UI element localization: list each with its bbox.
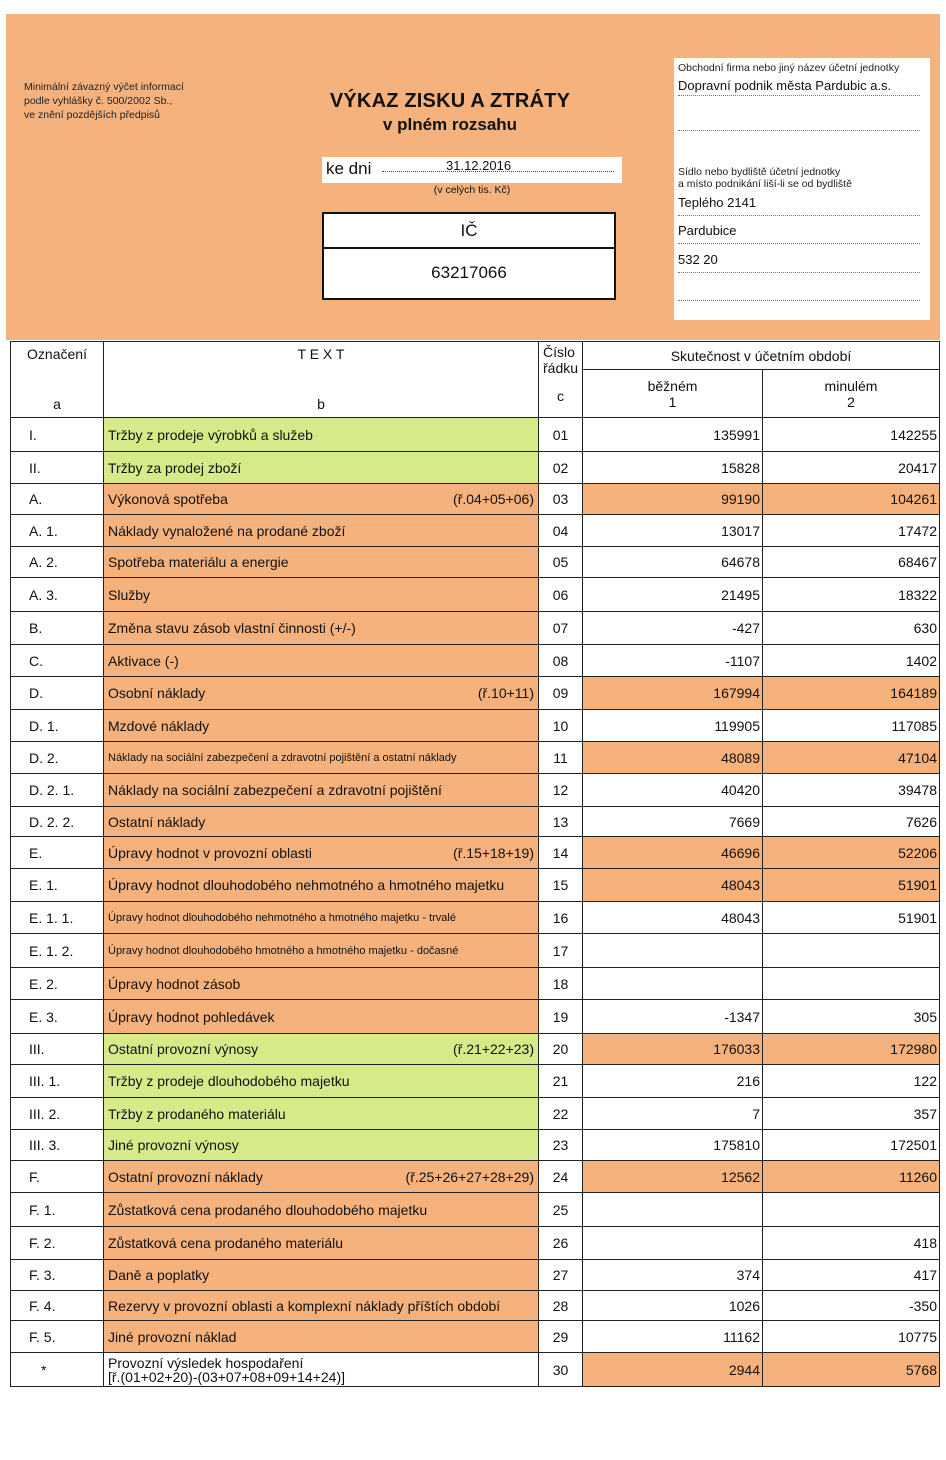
- row-code: C.: [11, 645, 104, 677]
- header-col-1: 1: [668, 393, 677, 410]
- row-number: 10: [539, 710, 583, 742]
- previous-period-value: 117085: [763, 710, 940, 742]
- current-period-value: -1107: [583, 645, 763, 677]
- previous-period-value: 47104: [763, 742, 940, 774]
- row-text: Aktivace (-): [108, 652, 179, 669]
- row-code: A. 3.: [11, 578, 104, 612]
- date-value: 31.12.2016: [446, 158, 512, 173]
- row-code: E. 3.: [11, 1000, 104, 1034]
- table-row: [11, 1260, 940, 1291]
- row-number: 24: [539, 1161, 583, 1193]
- current-period-value: 374: [583, 1260, 763, 1291]
- current-period-value: 12562: [583, 1161, 763, 1193]
- previous-period-value: 51901: [763, 902, 940, 934]
- row-number: 03: [539, 484, 583, 515]
- row-number: 13: [539, 807, 583, 837]
- current-period-value: -427: [583, 612, 763, 645]
- header-text: [104, 342, 539, 418]
- header-col-b: b: [317, 396, 325, 412]
- previous-period-value: 18322: [763, 578, 940, 612]
- previous-period-value: 418: [763, 1227, 940, 1260]
- header-minule: [763, 370, 940, 418]
- row-number: 28: [539, 1291, 583, 1321]
- dotted-line: [678, 95, 920, 96]
- row-code: E. 1.: [11, 869, 104, 902]
- previous-period-value: 39478: [763, 774, 940, 807]
- row-text: Ostatní provozní výnosy: [108, 1041, 259, 1057]
- row-number: 02: [539, 452, 583, 484]
- row-number: 17: [539, 934, 583, 968]
- table-row: [11, 902, 940, 934]
- row-code: III. 3.: [11, 1130, 104, 1161]
- row-text: Tržby za prodej zboží: [108, 459, 242, 476]
- row-text: Úpravy hodnot dlouhodobého hmotného a hmotného majetku - dočasné: [108, 944, 459, 957]
- row-code: A. 1.: [11, 515, 104, 547]
- row-number: 21: [539, 1065, 583, 1098]
- ic-box: [322, 212, 616, 300]
- current-period-value: 15828: [583, 452, 763, 484]
- legal-line: ve znění pozdějších předpisů: [24, 109, 161, 121]
- table-row: [11, 645, 940, 677]
- previous-period-value: [763, 1193, 940, 1227]
- table-row: [11, 968, 940, 1000]
- current-period-value: [583, 934, 763, 968]
- previous-period-value: 172980: [763, 1034, 940, 1065]
- row-text: Úpravy hodnot dlouhodobého nehmotného a hmotného majetku - trvalé: [108, 911, 456, 924]
- row-text: Rezervy v provozní oblasti a komplexní náklady příštích období: [108, 1297, 501, 1314]
- row-text: Jiné provozní náklad: [108, 1328, 237, 1345]
- row-number: 04: [539, 515, 583, 547]
- row-text: Výkonová spotřeba: [108, 491, 228, 507]
- row-text-formula: [ř.(01+02+20)-(03+07+08+09+14+24)]: [108, 1368, 346, 1385]
- row-number: 14: [539, 837, 583, 869]
- row-formula: (ř.10+11): [477, 685, 534, 701]
- row-number: 19: [539, 1000, 583, 1034]
- table-row: [11, 1098, 940, 1130]
- row-text-cell: [104, 452, 539, 484]
- row-code: A.: [11, 484, 104, 515]
- legal-line: Minimální závazný výčet informací: [24, 81, 184, 93]
- header-text-label: T E X T: [297, 346, 345, 362]
- row-number: 06: [539, 578, 583, 612]
- row-code: III. 2.: [11, 1098, 104, 1130]
- table-row: [11, 452, 940, 484]
- previous-period-value: [763, 934, 940, 968]
- header-oznaceni-label: Označení: [27, 346, 87, 362]
- current-period-value: 13017: [583, 515, 763, 547]
- header-col-a: a: [53, 396, 61, 412]
- row-number: 20: [539, 1034, 583, 1065]
- ic-label: IČ: [324, 214, 614, 249]
- previous-period-value: 1402: [763, 645, 940, 677]
- dotted-line: [678, 215, 920, 216]
- row-text: Náklady na sociální zabezpečení a zdravotní pojištění a ostatní náklady: [108, 751, 457, 764]
- row-code: D.: [11, 677, 104, 710]
- table-row: [11, 1353, 940, 1387]
- current-period-value: 40420: [583, 774, 763, 807]
- row-code: D. 1.: [11, 710, 104, 742]
- row-number: 05: [539, 547, 583, 578]
- row-number: 15: [539, 869, 583, 902]
- current-period-value: 48043: [583, 869, 763, 902]
- previous-period-value: 417: [763, 1260, 940, 1291]
- previous-period-value: 7626: [763, 807, 940, 837]
- row-text: Zůstatková cena prodaného dlouhodobého majetku: [108, 1201, 428, 1218]
- previous-period-value: 51901: [763, 869, 940, 902]
- current-period-value: 48043: [583, 902, 763, 934]
- row-code: F.: [11, 1161, 104, 1193]
- previous-period-value: 17472: [763, 515, 940, 547]
- current-period-value: 64678: [583, 547, 763, 578]
- firm-street: Teplého 2141: [678, 195, 757, 210]
- row-text-cell: [104, 1260, 539, 1291]
- row-formula: (ř.25+26+27+28+29): [405, 1168, 534, 1185]
- previous-period-value: 104261: [763, 484, 940, 515]
- table-row: [11, 837, 940, 869]
- row-text-cell: [104, 484, 539, 515]
- table-row: [11, 1130, 940, 1161]
- row-text-cell: [104, 515, 539, 547]
- current-period-value: 46696: [583, 837, 763, 869]
- previous-period-value: [763, 968, 940, 1000]
- row-text: Zůstatková cena prodaného materiálu: [108, 1235, 344, 1251]
- row-code: III. 1.: [11, 1065, 104, 1098]
- row-number: 01: [539, 418, 583, 452]
- row-number: 29: [539, 1321, 583, 1353]
- table-row: [11, 774, 940, 807]
- row-text-cell: [104, 1193, 539, 1227]
- dotted-line: [678, 130, 920, 131]
- row-text-cell: [104, 1130, 539, 1161]
- row-text-cell: [104, 934, 539, 968]
- row-text-cell: [104, 578, 539, 612]
- row-number: 12: [539, 774, 583, 807]
- row-text: Náklady vynaložené na prodané zboží: [108, 522, 346, 539]
- header-radku-label: řádku: [543, 360, 579, 376]
- header-skutecnost: Skutečnost v účetním období: [583, 342, 940, 370]
- current-period-value: 1026: [583, 1291, 763, 1321]
- current-period-value: 7669: [583, 807, 763, 837]
- income-statement-table: [10, 341, 940, 1387]
- row-text-cell: [104, 1291, 539, 1321]
- dotted-line: [678, 243, 920, 244]
- previous-period-value: 5768: [763, 1353, 940, 1387]
- dotted-line: [678, 300, 920, 301]
- current-period-value: 21495: [583, 578, 763, 612]
- row-number: 30: [539, 1353, 583, 1387]
- previous-period-value: -350: [763, 1291, 940, 1321]
- table-row: [11, 578, 940, 612]
- previous-period-value: 20417: [763, 452, 940, 484]
- row-number: 09: [539, 677, 583, 710]
- row-text: Osobní náklady: [108, 685, 206, 701]
- row-text: Daně a poplatky: [108, 1267, 210, 1283]
- row-text-cell: [104, 418, 539, 452]
- header-cislo: [539, 342, 583, 418]
- row-text: Jiné provozní výnosy: [108, 1137, 239, 1153]
- current-period-value: [583, 1227, 763, 1260]
- row-text-cell: [104, 1000, 539, 1034]
- row-code: III.: [11, 1034, 104, 1065]
- table-row: [11, 710, 940, 742]
- dotted-line: [678, 272, 920, 273]
- row-text: Úpravy hodnot v provozní oblasti: [108, 844, 312, 861]
- row-code: B.: [11, 612, 104, 645]
- table-row: [11, 1291, 940, 1321]
- date-field: [322, 157, 622, 183]
- table-row: [11, 515, 940, 547]
- row-text-cell: [104, 1098, 539, 1130]
- row-text-cell: [104, 837, 539, 869]
- firm-city: Pardubice: [678, 223, 737, 238]
- row-number: 23: [539, 1130, 583, 1161]
- header-bezne: [583, 370, 763, 418]
- row-text-cell: [104, 1321, 539, 1353]
- row-text-cell: [104, 1353, 539, 1387]
- ic-value: 63217066: [431, 263, 507, 282]
- firm-name: Dopravní podnik města Pardubic a.s.: [678, 78, 892, 93]
- document-title: [300, 90, 600, 135]
- row-text-cell: [104, 968, 539, 1000]
- row-code: II.: [11, 452, 104, 484]
- header-oznaceni: [11, 342, 104, 418]
- previous-period-value: 172501: [763, 1130, 940, 1161]
- address-label: Sídlo nebo bydliště účetní jednotky: [678, 166, 841, 178]
- row-code: I.: [11, 418, 104, 452]
- current-period-value: 216: [583, 1065, 763, 1098]
- row-code: E. 1. 1.: [11, 902, 104, 934]
- row-text: Úpravy hodnot zásob: [108, 975, 241, 992]
- previous-period-value: 305: [763, 1000, 940, 1034]
- row-text: Náklady na sociální zabezpečení a zdravotní pojištění: [108, 782, 442, 798]
- row-text-cell: [104, 742, 539, 774]
- row-text-cell: [104, 677, 539, 710]
- row-code: E. 2.: [11, 968, 104, 1000]
- row-text: Tržby z prodeje výrobků a služeb: [108, 426, 313, 443]
- row-code: D. 2. 1.: [11, 774, 104, 807]
- row-code: E.: [11, 837, 104, 869]
- row-code: F. 3.: [11, 1260, 104, 1291]
- row-text-cell: [104, 869, 539, 902]
- table-row: [11, 1227, 940, 1260]
- previous-period-value: 10775: [763, 1321, 940, 1353]
- row-text: Úpravy hodnot dlouhodobého nehmotného a hmotného majetku: [108, 877, 505, 893]
- header-minule-label: minulém: [824, 377, 878, 394]
- row-text-cell: [104, 547, 539, 578]
- header-cislo-label: Číslo: [543, 344, 575, 360]
- current-period-value: [583, 968, 763, 1000]
- current-period-value: 11162: [583, 1321, 763, 1353]
- firm-zip: 532 20: [678, 252, 718, 267]
- current-period-value: 99190: [583, 484, 763, 515]
- row-text-cell: [104, 612, 539, 645]
- row-number: 25: [539, 1193, 583, 1227]
- previous-period-value: 357: [763, 1098, 940, 1130]
- row-text: Změna stavu zásob vlastní činnosti (+/-): [108, 620, 356, 636]
- row-number: 27: [539, 1260, 583, 1291]
- row-text: Spotřeba materiálu a energie: [108, 554, 289, 570]
- row-text: Tržby z prodeje dlouhodobého majetku: [108, 1073, 350, 1089]
- row-text-cell: [104, 1034, 539, 1065]
- previous-period-value: 630: [763, 612, 940, 645]
- previous-period-value: 164189: [763, 677, 940, 710]
- current-period-value: 135991: [583, 418, 763, 452]
- current-period-value: 167994: [583, 677, 763, 710]
- row-text: Ostatní náklady: [108, 813, 206, 830]
- current-period-value: 119905: [583, 710, 763, 742]
- row-formula: (ř.15+18+19): [453, 844, 534, 861]
- row-number: 16: [539, 902, 583, 934]
- header-bezne-label: běžném: [647, 377, 698, 394]
- table-row: [11, 484, 940, 515]
- table-row: [11, 934, 940, 968]
- firm-name-label: Obchodní firma nebo jiný název účetní jednotky: [678, 62, 900, 74]
- row-code: F. 5.: [11, 1321, 104, 1353]
- current-period-value: 175810: [583, 1130, 763, 1161]
- legal-note: [24, 80, 264, 122]
- units-note: (v celých tis. Kč): [433, 184, 511, 196]
- previous-period-value: 11260: [763, 1161, 940, 1193]
- row-code: *: [11, 1353, 104, 1387]
- table-row: [11, 1321, 940, 1353]
- table-row: [11, 1193, 940, 1227]
- row-number: 26: [539, 1227, 583, 1260]
- row-text-cell: [104, 710, 539, 742]
- row-code: E. 1. 2.: [11, 934, 104, 968]
- table-row: [11, 869, 940, 902]
- row-text-cell: [104, 807, 539, 837]
- row-number: 07: [539, 612, 583, 645]
- row-code: D. 2.: [11, 742, 104, 774]
- table-row: [11, 1065, 940, 1098]
- row-text: Provozní výsledek hospodaření: [108, 1354, 304, 1371]
- table-row: [11, 1161, 940, 1193]
- row-text: Služby: [108, 586, 151, 603]
- row-text: Úpravy hodnot pohledávek: [108, 1008, 275, 1025]
- row-number: 22: [539, 1098, 583, 1130]
- row-text-cell: [104, 1227, 539, 1260]
- row-code: F. 2.: [11, 1227, 104, 1260]
- current-period-value: 48089: [583, 742, 763, 774]
- table-row: [11, 742, 940, 774]
- current-period-value: [583, 1193, 763, 1227]
- previous-period-value: 52206: [763, 837, 940, 869]
- row-text-cell: [104, 1161, 539, 1193]
- row-number: 08: [539, 645, 583, 677]
- row-code: F. 4.: [11, 1291, 104, 1321]
- row-text: Mzdové náklady: [108, 717, 210, 734]
- table-row: [11, 547, 940, 578]
- table-row: [11, 612, 940, 645]
- current-period-value: 7: [583, 1098, 763, 1130]
- table-row: [11, 418, 940, 452]
- row-code: A. 2.: [11, 547, 104, 578]
- firm-box: [674, 58, 930, 320]
- address-label: a místo podnikání liší-li se od bydliště: [678, 178, 852, 190]
- table-row: [11, 1000, 940, 1034]
- row-formula: (ř.21+22+23): [453, 1041, 534, 1057]
- row-text: Tržby z prodaného materiálu: [108, 1105, 286, 1122]
- row-text-cell: [104, 645, 539, 677]
- row-text-cell: [104, 1065, 539, 1098]
- title-main: VÝKAZ ZISKU A ZTRÁTY: [329, 90, 571, 112]
- previous-period-value: 68467: [763, 547, 940, 578]
- row-number: 18: [539, 968, 583, 1000]
- title-sub: v plném rozsahu: [382, 115, 518, 134]
- table-row: [11, 677, 940, 710]
- row-text-cell: [104, 902, 539, 934]
- row-text-cell: [104, 774, 539, 807]
- row-formula: (ř.04+05+06): [453, 491, 534, 507]
- table-row: [11, 1034, 940, 1065]
- table-row: [11, 807, 940, 837]
- date-label: ke dni: [326, 159, 372, 178]
- previous-period-value: 122: [763, 1065, 940, 1098]
- current-period-value: -1347: [583, 1000, 763, 1034]
- row-code: D. 2. 2.: [11, 807, 104, 837]
- row-number: 11: [539, 742, 583, 774]
- header-col-2: 2: [847, 393, 855, 410]
- row-code: F. 1.: [11, 1193, 104, 1227]
- row-text: Ostatní provozní náklady: [108, 1168, 263, 1185]
- current-period-value: 2944: [583, 1353, 763, 1387]
- previous-period-value: 142255: [763, 418, 940, 452]
- header-col-c: c: [557, 388, 564, 404]
- legal-line: podle vyhlášky č. 500/2002 Sb.,: [24, 95, 173, 107]
- current-period-value: 176033: [583, 1034, 763, 1065]
